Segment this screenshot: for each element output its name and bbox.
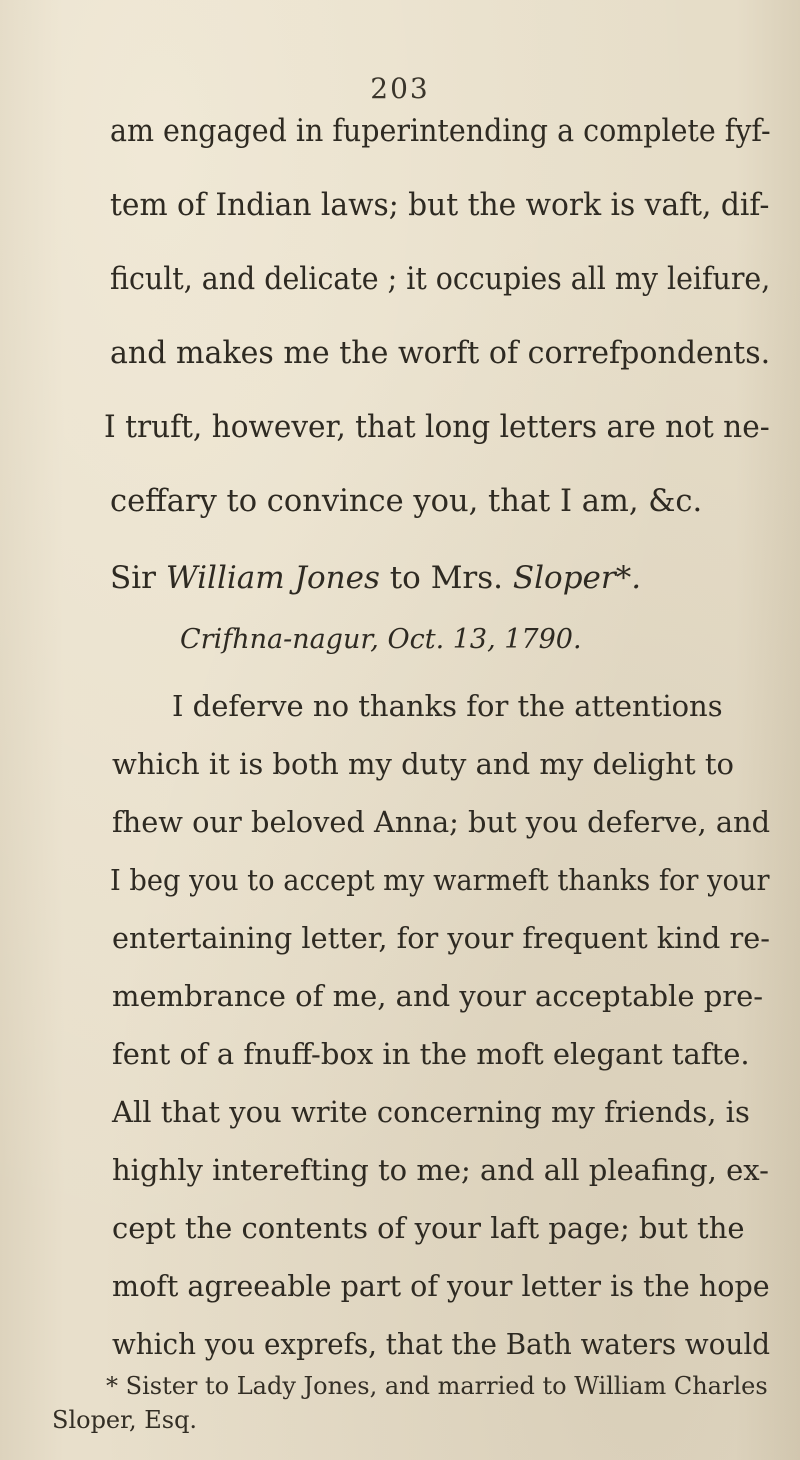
text-line: which you exprefs, that the Bath waters would — [112, 1327, 771, 1361]
text-line: highly interefting to me; and all pleafing, ex- — [112, 1153, 769, 1187]
heading-middle: to Mrs. — [379, 560, 513, 596]
text-line: moft agreeable part of your letter is the hope — [112, 1269, 770, 1303]
text-line: cept the contents of your laft page; but the — [112, 1211, 745, 1245]
text-line: All that you write concerning my friends, is — [112, 1095, 750, 1129]
heading-recipient: Sloper*. — [512, 560, 642, 596]
heading-name: William Jones — [165, 560, 380, 596]
heading-prefix: Sir — [110, 560, 166, 596]
text-line: and makes me the worft of correfpondents. — [110, 336, 771, 371]
footnote-line: Sloper, Esq. — [52, 1406, 198, 1434]
page-number: 203 — [370, 72, 430, 105]
text-line: entertaining letter, for your frequent kind re- — [112, 921, 770, 955]
text-line: I beg you to accept my warmeft thanks for your — [110, 863, 770, 897]
letter-dateline: Crifhna-nagur, Oct. 13, 1790. — [180, 624, 582, 655]
text-line: ficult, and delicate ; it occupies all my leifure, — [110, 262, 771, 297]
text-line: tem of Indian laws; but the work is vaft, dif- — [110, 188, 770, 223]
footnote-line: * Sister to Lady Jones, and married to William Charles — [106, 1372, 768, 1400]
text-line: ceffary to convince you, that I am, &c. — [110, 484, 703, 519]
text-line: which it is both my duty and my delight to — [112, 747, 734, 781]
text-line: fhew our beloved Anna; but you deferve, and — [112, 805, 771, 839]
text-line: fent of a fnuff-box in the moft elegant tafte. — [112, 1037, 750, 1071]
text-line: I truft, however, that long letters are not ne- — [104, 410, 770, 445]
text-line: membrance of me, and your acceptable pre- — [112, 979, 764, 1013]
text-line: am engaged in fuperintending a complete fyf- — [110, 114, 771, 149]
text-line: I deferve no thanks for the attentions — [172, 689, 723, 723]
letter-heading — [110, 558, 641, 598]
